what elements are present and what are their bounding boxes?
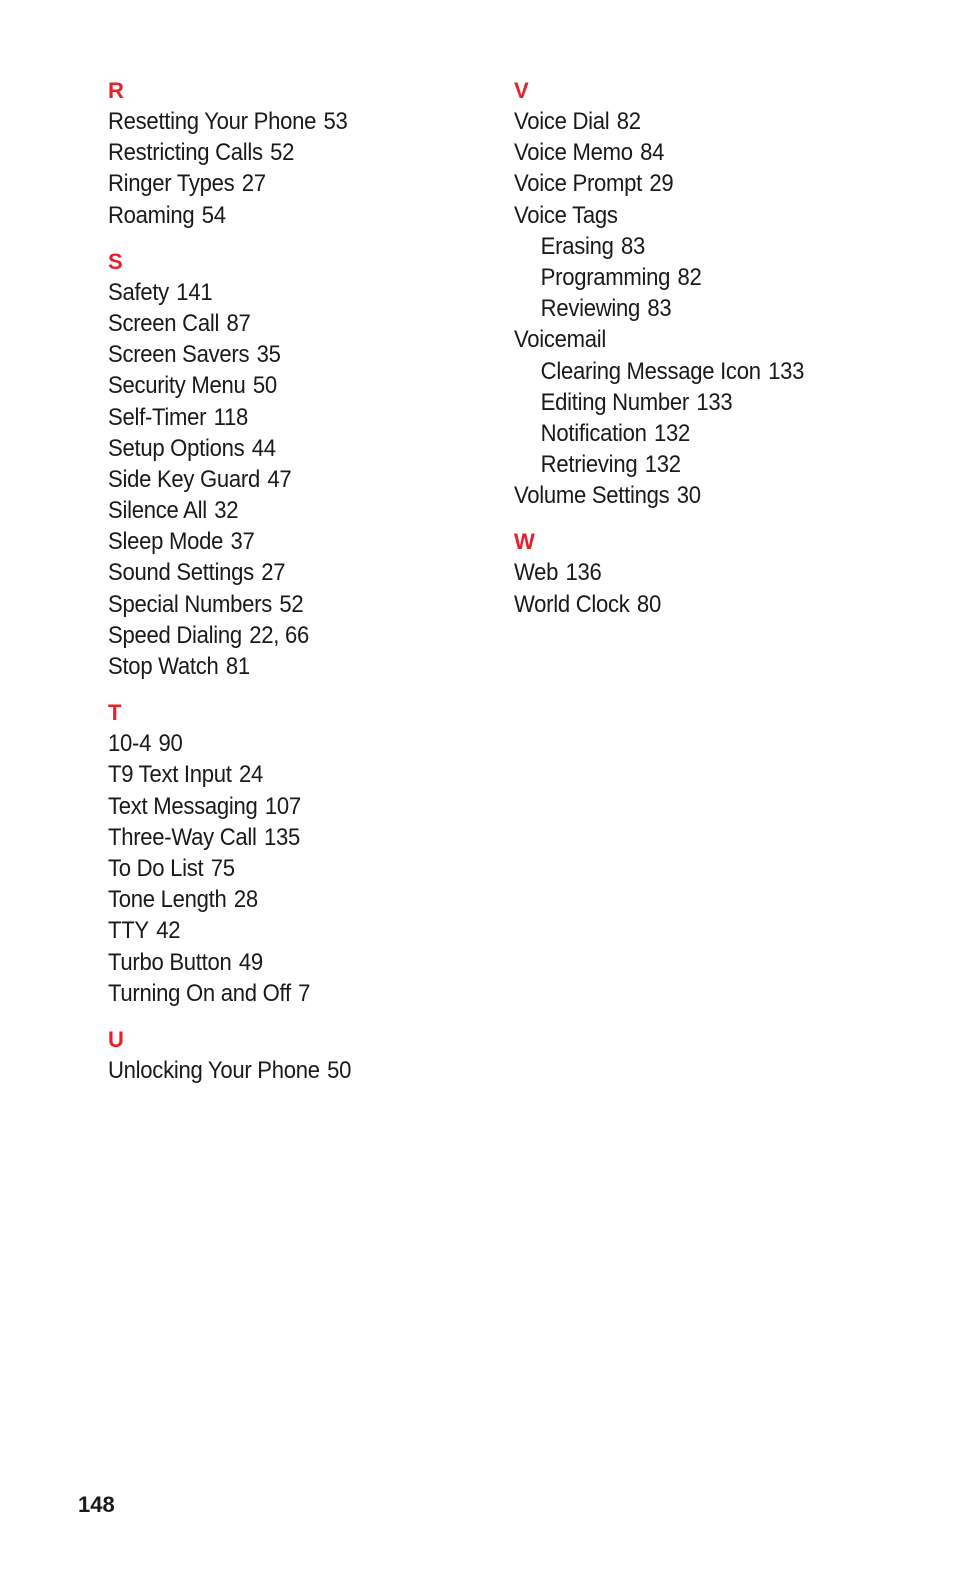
index-section-w <box>514 527 914 619</box>
entry-term: To Do List <box>108 854 204 882</box>
entry-term: Security Menu <box>108 372 246 400</box>
section-letter: R <box>108 78 124 103</box>
index-subentry <box>514 418 882 449</box>
index-entry <box>108 370 458 401</box>
index-entry <box>108 978 458 1009</box>
index-section-t <box>108 698 488 1009</box>
entry-term: Notification <box>540 419 647 447</box>
index-section-u <box>108 1025 488 1086</box>
entry-term: Voicemail <box>514 326 607 354</box>
entry-term: Retrieving <box>540 451 638 479</box>
entry-page-ref: 133 <box>768 357 805 385</box>
section-letter: W <box>514 529 535 555</box>
entry-term: Side Key Guard <box>108 465 261 493</box>
entry-page-ref: 49 <box>238 948 263 976</box>
entry-term: Editing Number <box>540 388 690 416</box>
entry-term: Reviewing <box>540 295 641 323</box>
index-entry <box>108 433 458 464</box>
entry-term: Three-Way Call <box>108 823 257 851</box>
index-entry <box>108 884 458 915</box>
entry-page-ref: 90 <box>158 730 183 758</box>
index-entry <box>108 728 458 759</box>
entry-page-ref: 132 <box>644 451 681 479</box>
entry-page-ref: 52 <box>270 139 295 167</box>
index-subentry <box>514 293 882 324</box>
entry-page-ref: 133 <box>696 388 733 416</box>
entry-page-ref: 28 <box>233 886 258 914</box>
entry-page-ref: 82 <box>677 263 702 291</box>
index-entry <box>108 308 458 339</box>
index-subentry <box>514 231 882 262</box>
entry-page-ref: 50 <box>327 1056 352 1084</box>
index-entry <box>108 402 458 433</box>
entry-page-ref: 37 <box>230 528 255 556</box>
index-entry <box>108 200 458 231</box>
entry-term: Clearing Message Icon <box>540 357 761 385</box>
entry-term: Screen Savers <box>108 341 250 369</box>
entry-page-ref: 54 <box>201 201 226 229</box>
entry-term: Volume Settings <box>514 482 670 510</box>
entry-page-ref: 141 <box>176 278 213 306</box>
index-column-left <box>108 76 488 1102</box>
entry-page-ref: 75 <box>210 854 235 882</box>
entry-page-ref: 29 <box>649 170 674 198</box>
index-entry <box>514 324 882 355</box>
entry-term: Unlocking Your Phone <box>108 1056 320 1084</box>
index-entry <box>108 137 458 168</box>
index-entry <box>108 620 458 651</box>
index-section-v <box>514 76 914 511</box>
entry-page-ref: 32 <box>214 497 239 525</box>
index-entry <box>108 1055 458 1086</box>
index-column-right <box>514 76 914 636</box>
entry-page-ref: 83 <box>620 232 645 260</box>
section-letter: T <box>108 700 122 726</box>
index-entry <box>108 168 458 199</box>
index-subentry <box>514 356 882 387</box>
entry-page-ref: 136 <box>565 559 602 587</box>
entry-term: Turbo Button <box>108 948 232 976</box>
entry-page-ref: 80 <box>636 590 661 618</box>
entry-term: Voice Tags <box>514 201 618 229</box>
index-section-r <box>108 76 488 231</box>
index-entry <box>108 589 458 620</box>
index-entry <box>514 168 882 199</box>
entry-page-ref: 118 <box>213 403 248 431</box>
index-entry <box>108 947 458 978</box>
index-entry <box>108 339 458 370</box>
index-subentry <box>514 262 882 293</box>
entry-term: Resetting Your Phone <box>108 108 317 135</box>
entry-term: Setup Options <box>108 434 245 462</box>
entry-page-ref: 107 <box>264 792 301 820</box>
index-entry <box>108 822 458 853</box>
entry-term: Programming <box>540 263 671 291</box>
entry-term: Voice Dial <box>514 108 610 135</box>
entry-term: 10-4 <box>108 730 152 758</box>
entry-term: Stop Watch <box>108 653 219 680</box>
entry-page-ref: 135 <box>264 823 301 851</box>
entry-term: Turning On and Off <box>108 979 291 1007</box>
entry-page-ref: 47 <box>267 465 292 493</box>
entry-page-ref: 24 <box>239 761 264 789</box>
index-entry <box>514 106 882 137</box>
entry-term: Sound Settings <box>108 559 254 587</box>
entry-page-ref: 35 <box>256 341 281 369</box>
entry-page-ref: 44 <box>251 434 276 462</box>
entry-term: Tone Length <box>108 886 227 914</box>
entry-term: Text Messaging <box>108 792 258 820</box>
index-entry <box>108 759 458 790</box>
index-entry <box>108 464 458 495</box>
entry-page-ref: 27 <box>261 559 286 587</box>
entry-page-ref: 52 <box>279 590 304 618</box>
entry-page-ref: 82 <box>616 108 641 135</box>
entry-page-ref: 42 <box>156 917 181 945</box>
index-entry <box>108 526 458 557</box>
entry-term: Erasing <box>540 232 614 260</box>
entry-term: Silence All <box>108 497 207 525</box>
index-section-s <box>108 247 488 682</box>
entry-term: Special Numbers <box>108 590 272 618</box>
index-entry <box>108 651 458 682</box>
entry-page-ref: 22, 66 <box>249 621 310 649</box>
entry-term: Safety <box>108 278 169 306</box>
entry-page-ref: 84 <box>640 139 665 167</box>
entry-page-ref: 53 <box>323 108 348 135</box>
entry-term: TTY <box>108 917 149 945</box>
entry-term: Screen Call <box>108 309 220 337</box>
entry-term: World Clock <box>514 590 630 618</box>
entry-term: Restricting Calls <box>108 139 263 167</box>
entry-page-ref: 27 <box>241 170 266 198</box>
index-entry <box>108 915 458 946</box>
entry-page-ref: 30 <box>676 482 701 510</box>
entry-term: Speed Dialing <box>108 621 242 649</box>
entry-page-ref: 83 <box>647 295 672 323</box>
index-subentry <box>514 449 882 480</box>
page-number: 148 <box>78 1492 115 1517</box>
entry-page-ref: 50 <box>252 372 277 400</box>
index-entry <box>514 589 882 620</box>
entry-page-ref: 87 <box>226 309 251 337</box>
entry-term: Ringer Types <box>108 170 235 198</box>
index-entry <box>108 495 458 526</box>
index-entry <box>514 557 882 588</box>
section-letter: S <box>108 248 123 274</box>
index-entry <box>514 480 882 511</box>
index-entry <box>514 137 882 168</box>
entry-term: Sleep Mode <box>108 528 224 556</box>
entry-page-ref: 132 <box>653 419 690 447</box>
entry-term: Voice Prompt <box>514 170 643 198</box>
entry-page-ref: 7 <box>298 979 311 1007</box>
index-entry <box>108 106 458 137</box>
section-letter: U <box>108 1026 124 1052</box>
section-letter: V <box>514 78 529 103</box>
index-entry <box>514 200 882 231</box>
entry-term: Voice Memo <box>514 139 633 167</box>
index-subentry <box>514 387 882 418</box>
entry-term: Web <box>514 559 559 587</box>
index-entry <box>108 557 458 588</box>
index-entry <box>108 853 458 884</box>
entry-term: Roaming <box>108 201 195 229</box>
index-entry <box>108 791 458 822</box>
entry-page-ref: 81 <box>225 653 250 680</box>
entry-term: Self-Timer <box>108 403 207 431</box>
entry-term: T9 Text Input <box>108 761 232 789</box>
index-entry <box>108 277 458 308</box>
